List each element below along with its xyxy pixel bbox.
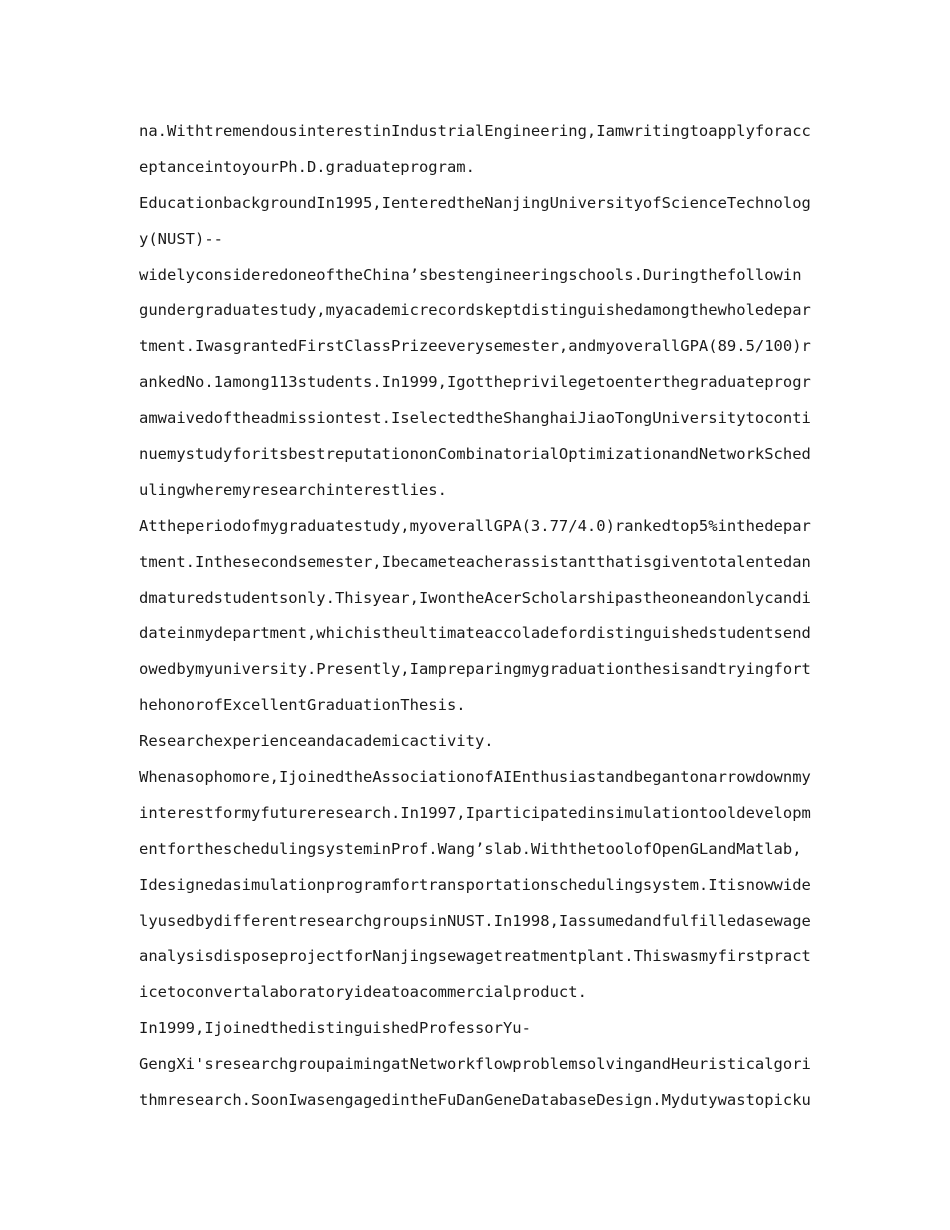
- text-line: analysisdisposeprojectforNanjingsewagetreatmentplant.Thiswasmyfirstpract: [139, 947, 811, 966]
- text-line: dmaturedstudentsonly.Thisyear,IwontheAcerScholarshipastheoneandonlycandi: [139, 588, 811, 607]
- text-line: nuemystudyforitsbestreputationonCombinatorialOptimizationandNetworkSched: [139, 445, 811, 464]
- text-line: thmresearch.SoonIwasengagedintheFuDanGeneDatabaseDesign.Mydutywastopicku: [139, 1091, 811, 1110]
- text-line: y(NUST)--: [139, 229, 223, 248]
- text-line: dateinmydepartment,whichistheultimateaccoladefordistinguishedstudentsend: [139, 624, 811, 643]
- text-line: tment.Inthesecondsemester,Ibecameteacherassistantthatisgiventotalentedan: [139, 552, 811, 571]
- text-line: owedbymyuniversity.Presently,Iampreparingmygraduationthesisandtryingfort: [139, 660, 811, 679]
- text-line: tment.IwasgrantedFirstClassPrizeeverysemester,andmyoverallGPA(89.5/100)r: [139, 337, 811, 356]
- text-line: lyusedbydifferentresearchgroupsinNUST.In1998,Iassumedandfulfilledasewage: [139, 911, 811, 930]
- text-line: na.WithtremendousinterestinIndustrialEngineering,Iamwritingtoapplyforacc: [139, 122, 811, 140]
- text-line: Idesignedasimulationprogramfortransportationschedulingsystem.Itisnowwide: [139, 875, 811, 894]
- text-line: interestformyfutureresearch.In1997,Iparticipatedinsimulationtooldevelopm: [139, 803, 811, 822]
- text-line: hehonorofExcellentGraduationThesis.: [139, 696, 466, 715]
- text-line: GengXi'sresearchgroupaimingatNetworkflowproblemsolvingandHeuristicalgori: [139, 1055, 811, 1074]
- text-line: In1999,IjoinedthedistinguishedProfessorYu-: [139, 1019, 531, 1038]
- text-line: ulingwheremyresearchinterestlies.: [139, 480, 447, 499]
- text-line: eptanceintoyourPh.D.graduateprogram.: [139, 157, 475, 176]
- text-line: EducationbackgroundIn1995,IenteredtheNanjingUniversityofScienceTechnolog: [139, 193, 811, 212]
- text-line: gundergraduatestudy,myacademicrecordskeptdistinguishedamongthewholedepar: [139, 301, 811, 320]
- text-line: entfortheschedulingsysteminProf.Wang’slab.WiththetoolofOpenGLandMatlab,: [139, 839, 802, 858]
- text-line: icetoconvertalaboratoryideatoacommercialproduct.: [139, 983, 587, 1002]
- text-line: ankedNo.1among113students.In1999,Igottheprivilegetoenterthegraduateprogr: [139, 373, 811, 392]
- text-line: amwaivedoftheadmissiontest.IselectedtheShanghaiJiaoTongUniversitytoconti: [139, 409, 811, 428]
- text-line: Researchexperienceandacademicactivity.: [139, 732, 494, 751]
- text-line: widelyconsideredoneoftheChina’sbestengineeringschools.Duringthefollowin: [139, 265, 802, 284]
- body-text: [139, 114, 819, 1119]
- text-line: Whenasophomore,IjoinedtheAssociationofAIEnthusiastandbegantonarrowdownmy: [139, 768, 811, 787]
- text-line: Attheperiodofmygraduatestudy,myoverallGPA(3.77/4.0)rankedtop5%inthedepar: [139, 516, 811, 535]
